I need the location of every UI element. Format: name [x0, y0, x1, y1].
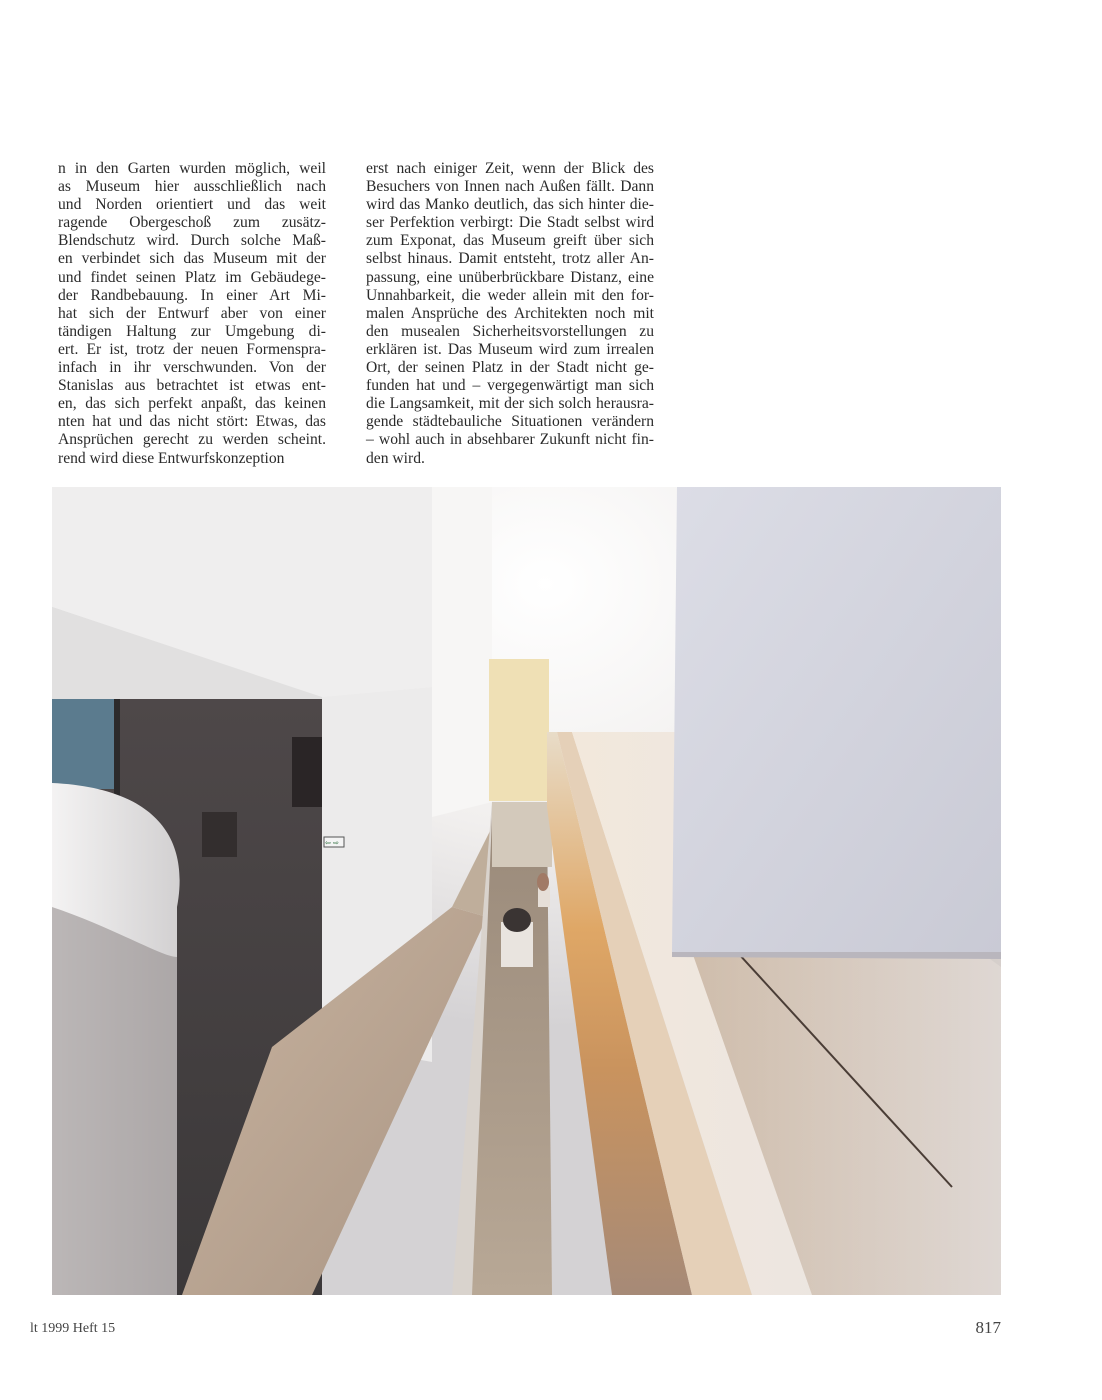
text-line: infach in ihr verschwunden. Von der — [58, 359, 326, 377]
text-line: nten hat und das nicht stört: Etwas, das — [58, 413, 326, 431]
text-line: zum Exponat, das Museum greift über sich — [366, 232, 654, 250]
text-line: erklären ist. Das Museum wird zum irrealen — [366, 340, 654, 358]
footer-issue-info: lt 1999 Heft 15 — [30, 1321, 116, 1336]
text-line: und findet seinen Platz im Gebäudege- — [58, 268, 326, 286]
text-line: en, das sich perfekt anpaßt, das keinen — [58, 395, 326, 413]
text-line: passung, eine unüberbrückbare Distanz, eine — [366, 268, 654, 286]
text-line: en verbindet sich das Museum mit der — [58, 250, 326, 268]
text-line: den wird. — [366, 449, 425, 467]
text-line: und Norden orientiert und das weit — [58, 196, 326, 214]
page-number: 817 — [975, 1318, 1001, 1337]
text-line: gende städtebauliche Situationen verändern — [366, 413, 654, 431]
text-line: rend wird diese Entwurfskonzeption — [58, 449, 285, 467]
exit-sign-icon: ⇦ ⇨ — [325, 839, 339, 847]
text-column-left — [58, 160, 326, 468]
text-line: ert. Er ist, trotz der neuen Formenspra- — [58, 340, 326, 358]
museum-interior-photo — [52, 487, 1001, 1295]
text-line: erst nach einiger Zeit, wenn der Blick des — [366, 160, 654, 177]
text-line: der Randbebauung. In einer Art Mi- — [58, 286, 326, 304]
text-line: n in den Garten wurden möglich, weil — [58, 160, 326, 177]
text-line: wird das Manko deutlich, das sich hinter die- — [366, 196, 654, 214]
text-line: Stanislas aus betrachtet ist etwas ent- — [58, 377, 326, 395]
text-line: hat sich der Entwurf aber von einer — [58, 304, 326, 322]
text-line: Ort, der seinen Platz in der Stadt nicht ge- — [366, 359, 654, 377]
text-line: malen Ansprüche des Architekten noch mit — [366, 304, 654, 322]
text-line: – wohl auch in absehbarer Zukunft nicht fin- — [366, 431, 654, 449]
text-line: tändigen Haltung zur Umgebung di- — [58, 322, 326, 340]
text-line: Ansprüchen gerecht zu werden scheint. — [58, 431, 326, 449]
text-line: die Langsamkeit, mit der sich solch herausra- — [366, 395, 654, 413]
text-column-right — [366, 160, 654, 468]
text-line: as Museum hier ausschließlich nach — [58, 178, 326, 196]
text-line: den musealen Sicherheitsvorstellungen zu — [366, 322, 654, 340]
text-line: ser Perfektion verbirgt: Die Stadt selbst wird — [366, 214, 654, 232]
text-line: Unnahbarkeit, die weder allein mit den for- — [366, 286, 654, 304]
text-line: ragende Obergeschoß zum zusätz- — [58, 214, 326, 232]
text-line: funden hat und – vergegenwärtigt man sich — [366, 377, 654, 395]
text-line: Besuchers von Innen nach Außen fällt. Dann — [366, 178, 654, 196]
text-line: selbst hinaus. Damit entsteht, trotz aller An- — [366, 250, 654, 268]
text-line: Blendschutz wird. Durch solche Maß- — [58, 232, 326, 250]
